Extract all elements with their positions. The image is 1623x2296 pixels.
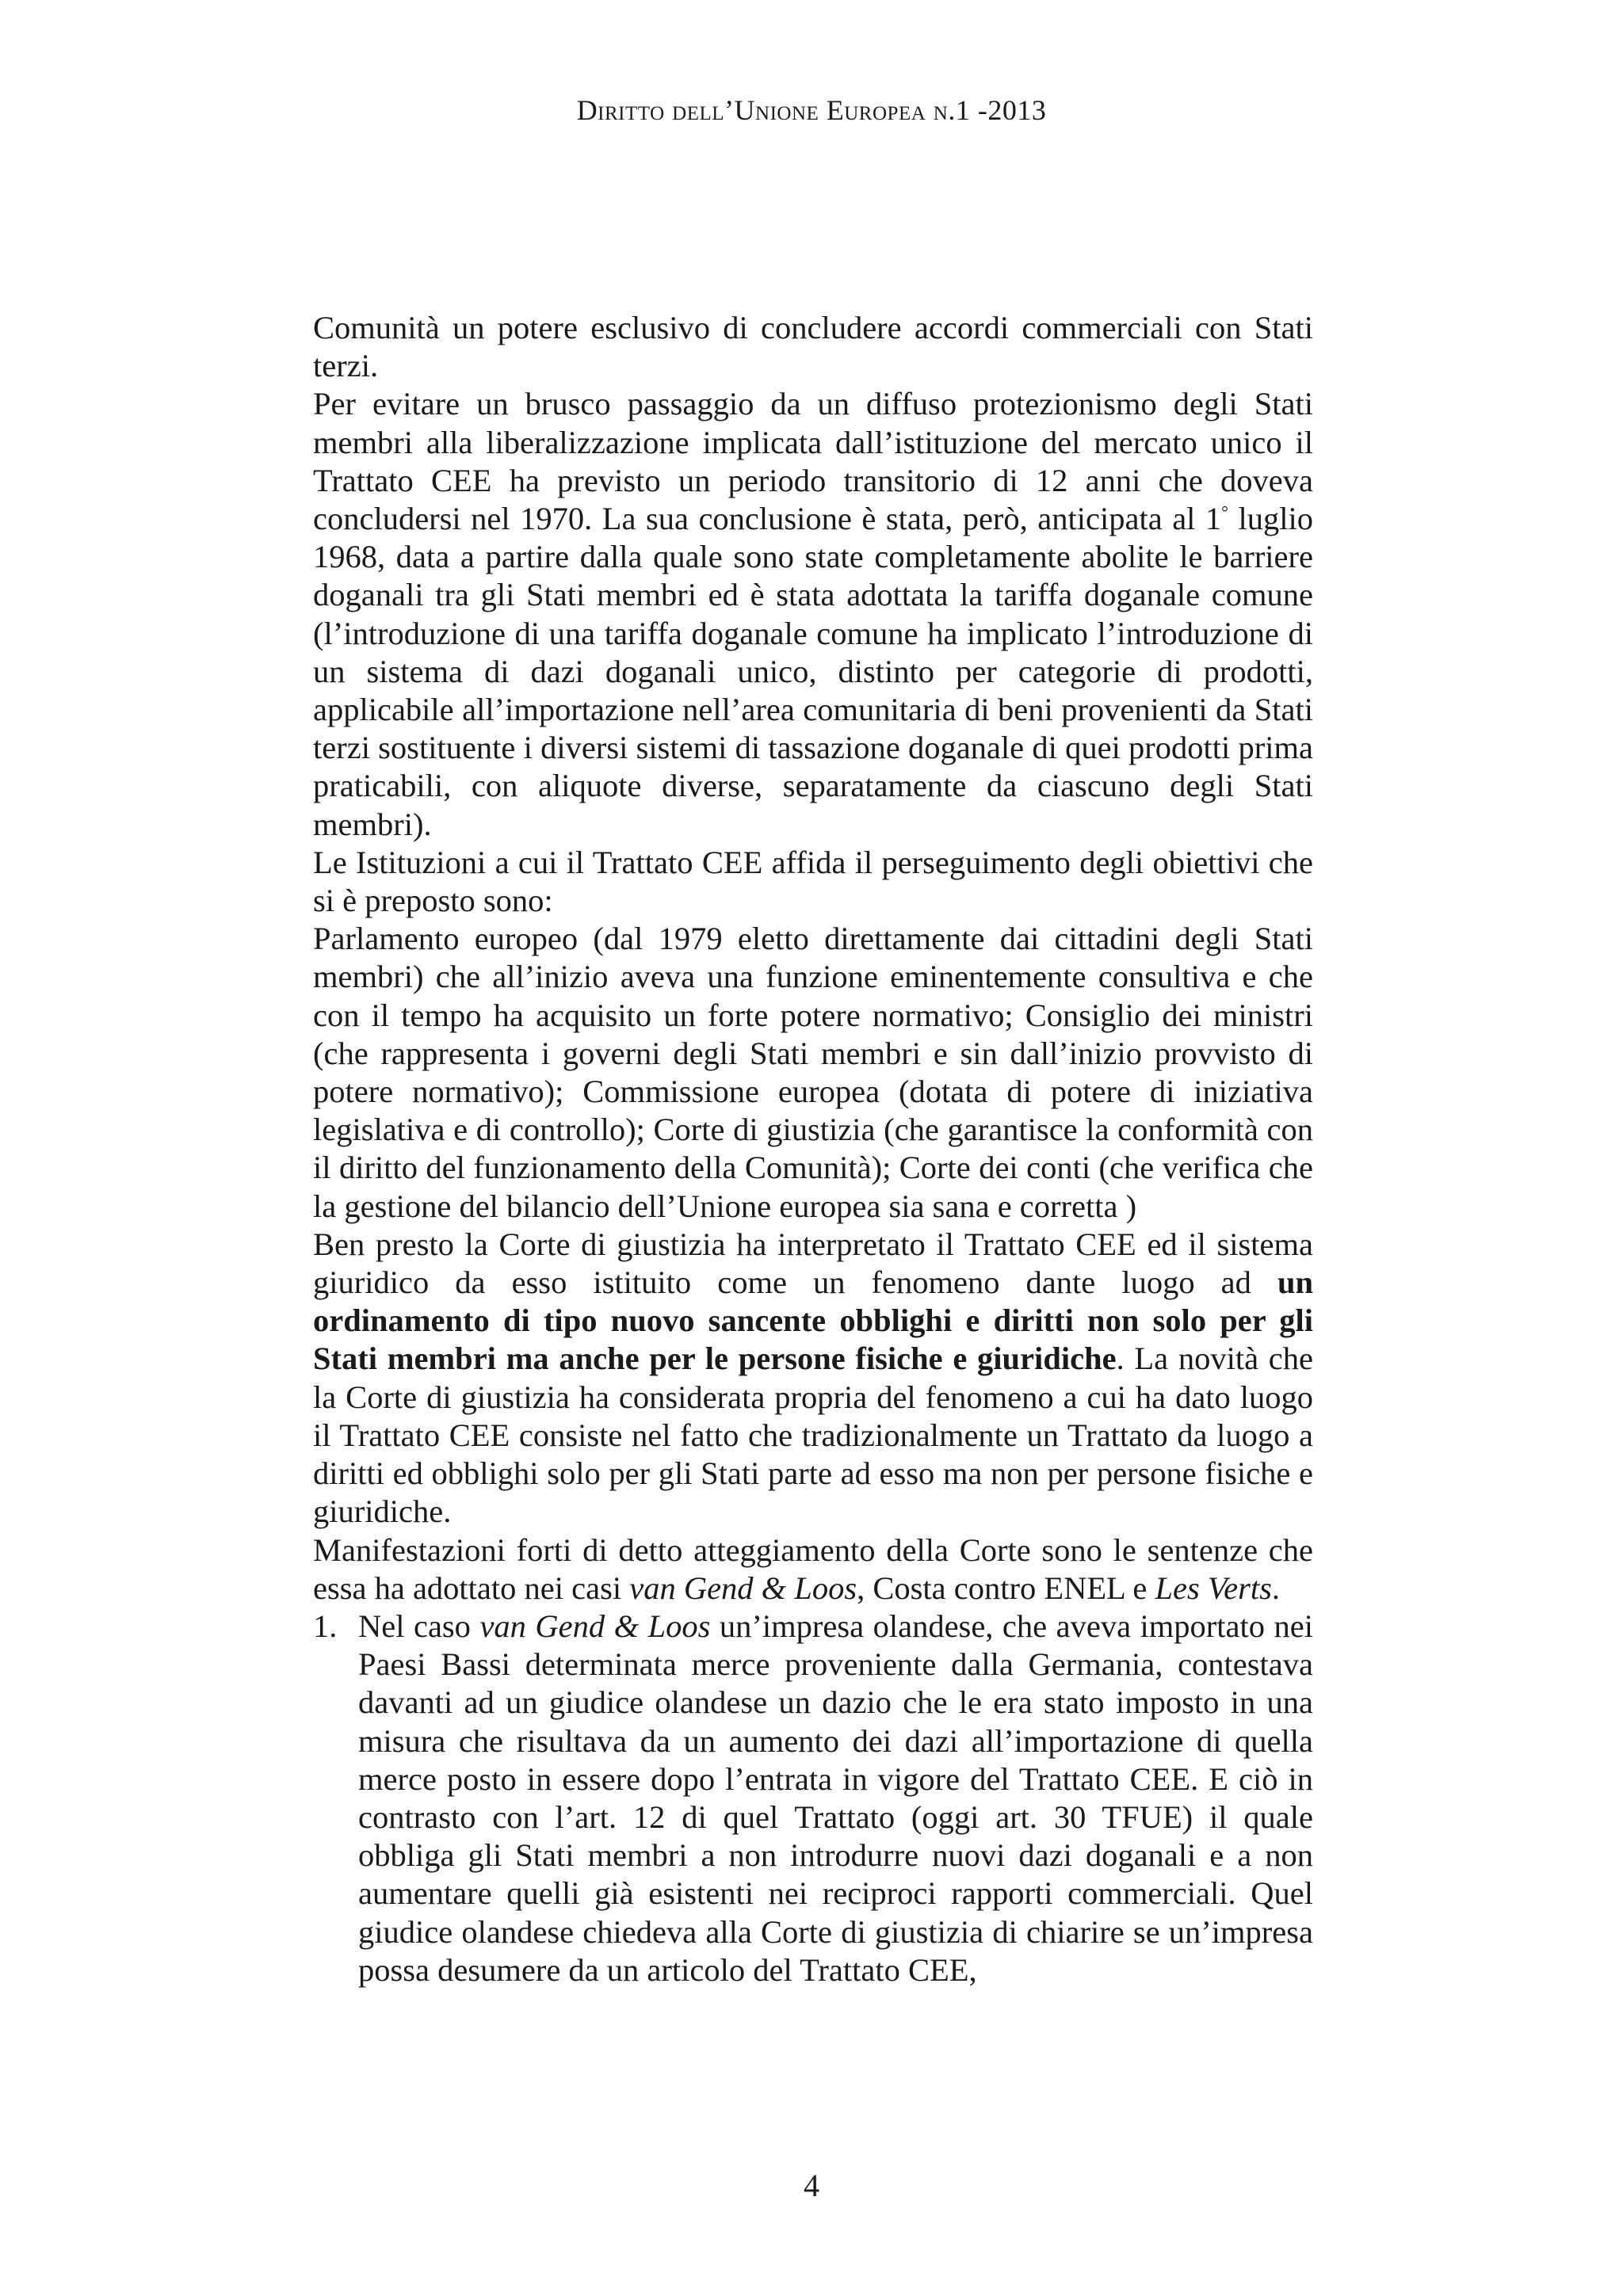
list-item [313, 1608, 1313, 1989]
paragraph [313, 1531, 1313, 1608]
list-item-body [358, 1608, 1313, 1989]
paragraph: Le Istituzioni a cui il Trattato CEE affida il perseguimento degli obiettivi che si è preposto sono: [313, 844, 1313, 919]
running-header: Diritto dell’Unione Europea n.1 -2013 [576, 94, 1047, 126]
list-item-text: un’impresa olandese, che aveva importato nei Paesi Bassi determinata merce proveniente dalla Germania, contestava davanti ad un giudice olandese un dazio che le era stato imposto in una misura che risultava da un aumento dei dazi all’importazione di quella merce posto in essere dopo l’entrata in vigore del Trattato CEE. E ciò in contrasto con l’art. 12 di quel Trattato (oggi art. 30 TFUE) il quale obbliga gli Stati membri a non introdurre nuovi dazi doganali e a non aumentare quelli già esistenti nei reciproci rapporti commerciali. Quel giudice olandese chiedeva alla Corte di giustizia di chiarire se un’impresa possa desumere da un articolo del Trattato CEE, [358, 1608, 1313, 1988]
paragraph-text: , Costa contro ENEL e [857, 1569, 1155, 1606]
paragraph-text: Per evitare un brusco passaggio da un diffuso protezionismo degli Stati membri alla liberalizzazione implicata dall’istituzione del mercato unico il Trattato CEE ha previsto un periodo transitorio di 12 anni che doveva concludersi nel 1970. La sua conclusione è stata, però, anticipata al 1 [313, 386, 1313, 537]
paragraph-text: . [1271, 1569, 1281, 1606]
paragraph: Comunità un potere esclusivo di concludere accordi commerciali con Stati terzi. [313, 310, 1313, 384]
paragraph [313, 385, 1313, 843]
paragraph [313, 1226, 1313, 1531]
paragraph-text: luglio 1968, data a partire dalla quale sono state completamente abolite le barriere doganali tra gli Stati membri ed è stata adottata la tariffa doganale comune (l’introduzione di una tariffa doganale comune ha implicato l’introduzione di un sistema di dazi doganali unico, distinto per categorie di prodotti, applicabile all’importazione nell’area comunitaria di beni provenienti da Stati terzi sostituente i diversi sistemi di tassazione doganale di quei prodotti prima praticabili, con aliquote diverse, separatamente da ciascuno degli Stati membri). [313, 501, 1313, 842]
case-name: van Gend & Loos [479, 1608, 711, 1644]
paragraph: Parlamento europeo (dal 1979 eletto direttamente dai cittadini degli Stati membri) che all’inizio aveva una funzione eminentemente consultiva e che con il tempo ha acquisito un forte potere normativo; Consiglio dei ministri (che rappresenta i governi degli Stati membri e sin dall’inizio provvisto di potere normativo); Commissione europea (dotata di potere di iniziativa legislativa e di controllo); Corte di giustizia (che garantisce la conformità con il diritto del funzionamento della Comunità); Corte dei conti (che verifica che la gestione del bilancio dell’Unione europea sia sana e corretta ) [313, 921, 1313, 1224]
list-item-number: 1. [313, 1608, 338, 1644]
paragraph-text: Manifestazioni forti di detto atteggiamento della Corte sono le sentenze che essa ha adottato nei casi [313, 1531, 1313, 1606]
page-number: 4 [804, 2168, 819, 2203]
list-item-text: Nel caso [358, 1608, 480, 1644]
bold-emphasis: un ordinamento di tipo nuovo sancente obblighi e diritti non solo per gli Stati membri ma anche per le persone fisiche e giuridiche [313, 1264, 1313, 1377]
document-body [313, 309, 1313, 1989]
paragraph-text: Ben presto la Corte di giustizia ha interpretato il Trattato CEE ed il sistema giuridico da esso istituito come un fenomeno dante luogo ad [313, 1226, 1313, 1301]
paragraph-text: . La novità che la Corte di giustizia ha considerata propria del fenomeno a cui ha dato luogo il Trattato CEE consiste nel fatto che tradizionalmente un Trattato da luogo a diritti ed obblighi solo per gli Stati parte ad esso ma non per persone fisiche e giuridiche. [313, 1341, 1314, 1530]
degree-superscript: ° [1221, 502, 1228, 522]
case-name: van Gend & Loos [629, 1569, 857, 1606]
case-name: Les Verts [1155, 1569, 1272, 1606]
